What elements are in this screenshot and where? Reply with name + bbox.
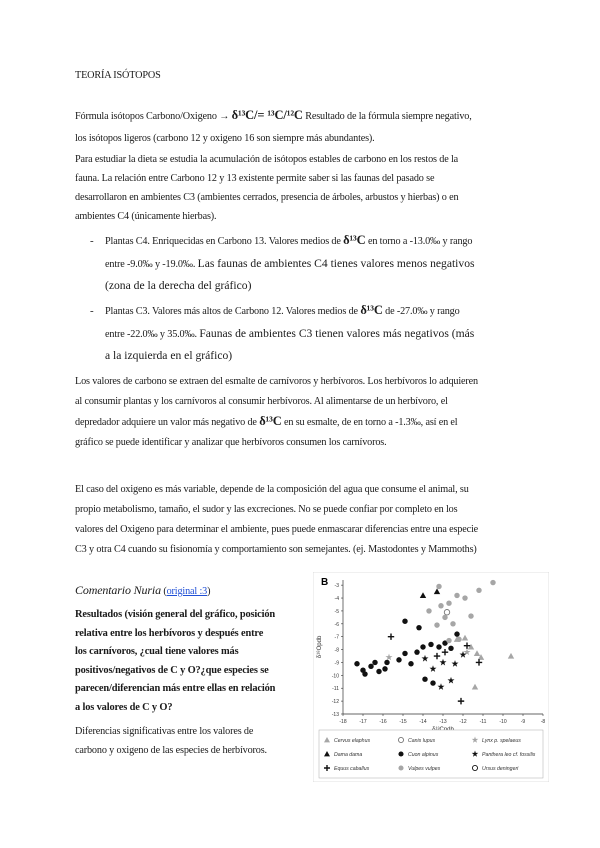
scatter-plot-svg [313, 572, 549, 782]
data-point [414, 649, 419, 654]
data-point [384, 660, 389, 665]
comment-title: Comentario Nuria [75, 583, 161, 597]
data-point [456, 637, 461, 642]
y-tick-label: -13 [331, 712, 339, 718]
para3-line: El caso del oxigeno es más variable, depende de la composición del agua que consume el animal, su [75, 484, 469, 495]
para2-line: gráfico se puede identificar y analizar que herbívoros consumen los carnívoros. [75, 437, 387, 448]
comment-heading: Comentario Nuria (original :3) [75, 583, 211, 597]
x-tick-label: -15 [399, 719, 407, 725]
data-point [426, 608, 431, 613]
legend-label: Dama dama [334, 752, 363, 758]
formula-intro: Fórmula isótopos Carbono/Oxigeno [75, 111, 217, 122]
x-tick-label: -8 [540, 719, 546, 725]
page-heading: TEORÍA ISÓTOPOS [75, 70, 161, 81]
para1-line: Para estudiar la dieta se estudia la acumulación de isótopos estables de carbono en los restos de la [75, 154, 459, 165]
x-tick-label: -9 [520, 719, 526, 725]
bullet-line: Plantas C4. Enriquecidas en Carbono 13. Valores medios de δ¹³C en torno a -13.0‰ y rango [105, 233, 473, 247]
formula-symbol: δ¹³C/= ¹³C/¹²C [231, 108, 303, 122]
bullet-line: entre -22.0‰ y 35.0‰. Faunas de ambientes C3 tienen valores más negativos (más [105, 326, 475, 340]
bullet-c4 [105, 230, 535, 297]
x-tick-label: -13 [439, 719, 447, 725]
bullet-line: (zona de la derecha del gráfico) [105, 279, 252, 292]
legend-label: Vulpes vulpes [408, 766, 441, 772]
data-point [444, 609, 449, 614]
legend-label: Canis lupus [408, 738, 436, 744]
data-point [354, 661, 359, 666]
x-tick-label: -11 [479, 719, 487, 725]
legend-label: Cervus elaphus [334, 738, 371, 744]
data-point [454, 593, 459, 598]
data-point [422, 676, 427, 681]
y-tick-label: -3 [334, 583, 339, 590]
data-point [448, 646, 453, 651]
legend-marker [398, 751, 403, 756]
delta13c-symbol: δ¹³C [360, 303, 383, 317]
data-point [442, 615, 447, 620]
isotope-scatter-chart [313, 572, 549, 782]
formula-after: Resultado de la fórmula siempre negativo, [305, 111, 472, 122]
data-point [490, 580, 495, 585]
data-point [446, 638, 451, 643]
data-point [402, 651, 407, 656]
x-tick-label: -12 [459, 719, 467, 725]
para3-line: propio metabolismo, tamaño, el sudor y las excreciones. No se puede confiar por completo en los [75, 504, 458, 515]
delta13c-symbol: δ¹³C [259, 414, 282, 428]
data-point [376, 669, 381, 674]
data-point [430, 680, 435, 685]
para3-line: C3 y otra C4 cuando su fisionomía y comportamiento son semejantes. (ej. Mastodontes y Mammoths) [75, 544, 477, 555]
y-tick-label: -7 [334, 634, 339, 641]
para1-line: ambientes C4 (únicamente hierbas). [75, 211, 217, 222]
x-tick-label: -16 [379, 719, 387, 725]
y-tick-label: -6 [334, 621, 339, 628]
legend-label: Equus caballus [334, 766, 370, 772]
x-tick-label: -18 [339, 719, 347, 725]
data-point [420, 644, 425, 649]
data-point [476, 588, 481, 593]
y-tick-label: -12 [331, 699, 339, 706]
data-point [416, 625, 421, 630]
formula-line-2: los isótopos ligeros (carbono 12 y oxigeno 16 son siempre más abundantes). [75, 133, 375, 144]
para1-line: fauna. La relación entre Carbono 12 y 13 existente permite saber si las faunas del pasado se [75, 173, 435, 184]
legend-marker [398, 737, 403, 742]
y-axis-label: δ¹⁸Opdb [317, 635, 323, 659]
panel-label: B [321, 577, 329, 588]
legend-label: Panthera leo cf. fossilis [482, 752, 536, 758]
para1-line: desarrollaron en ambientes C3 (ambientes cerrados, presencia de árboles, arbustos y hierbas) o en [75, 192, 459, 203]
bullet-line: entre -9.0‰ y -19.0‰. Las faunas de ambientes C4 tienes valores menos negativos [105, 256, 475, 270]
data-point [428, 642, 433, 647]
x-tick-label: -14 [419, 719, 427, 725]
bullet-line: a la izquierda en el gráfico) [105, 349, 233, 362]
bullet-line: Plantas C3. Valores más altos de Carbono 12. Valores medios de δ¹³C de -27.0‰ y rango [105, 303, 460, 317]
x-tick-label: -10 [499, 719, 507, 725]
data-point [368, 664, 373, 669]
data-point [450, 621, 455, 626]
original-link[interactable]: original :3 [166, 586, 208, 597]
data-point [462, 595, 467, 600]
y-tick-label: -10 [331, 673, 339, 680]
results-text: Diferencias significativas entre los valores de carbono y oxigeno de las especies de herbívoros. [75, 726, 267, 757]
data-point [408, 661, 413, 666]
data-point [434, 622, 439, 627]
y-tick-label: -4 [334, 596, 339, 603]
legend-label: Cuon alpinus [408, 752, 439, 758]
para2-line: depredador adquiere un valor más negativo de δ¹³C en su esmalte, de en torno a -1.3‰, así en el [75, 414, 458, 428]
data-point [436, 644, 441, 649]
data-point [372, 660, 377, 665]
data-point [382, 666, 387, 671]
data-point [454, 631, 459, 636]
data-point [446, 600, 451, 605]
x-tick-label: -17 [359, 719, 367, 725]
bullet-dash: - [90, 235, 94, 247]
delta13c-symbol: δ¹³C [343, 233, 366, 247]
para2-line: Los valores de carbono se extraen del esmalte de carnívoros y herbívoros. Los herbívoros lo adquieren [75, 376, 478, 387]
bullet-c3 [105, 300, 535, 367]
para2-line: al consumir plantas y los carnívoros al consumir herbívoros. Al alimentarse de un herbívoro, el [75, 396, 448, 407]
bullet-dash: - [90, 305, 94, 317]
data-point [436, 584, 441, 589]
data-point [402, 619, 407, 624]
data-point [468, 613, 473, 618]
y-tick-label: -5 [334, 608, 339, 615]
data-point [396, 657, 401, 662]
y-tick-label: -8 [334, 647, 339, 654]
legend-label: Ursus deningeri [482, 766, 519, 772]
y-tick-label: -9 [334, 660, 339, 667]
results-questions: Resultados (visión general del gráfico, posición relativa entre los herbívoros y después entre los carnívoros, ¿cual tiene valores más positivos/negativos de C y O?¿que especies se parecen/diferencian más entre ellas en relación a los valores de C y O? [75, 609, 276, 713]
legend-marker [398, 765, 403, 770]
arrow-icon: → [219, 111, 230, 122]
legend-marker [472, 765, 477, 770]
data-point [362, 671, 367, 676]
formula-line [75, 106, 535, 126]
para3-line: valores del Oxigeno para determinar el ambiente, pues puede enmascarar diferencias entre una especie [75, 524, 479, 535]
legend-label: Lynx p. spelaeus [482, 738, 521, 744]
y-tick-label: -11 [332, 686, 339, 693]
data-point [438, 603, 443, 608]
